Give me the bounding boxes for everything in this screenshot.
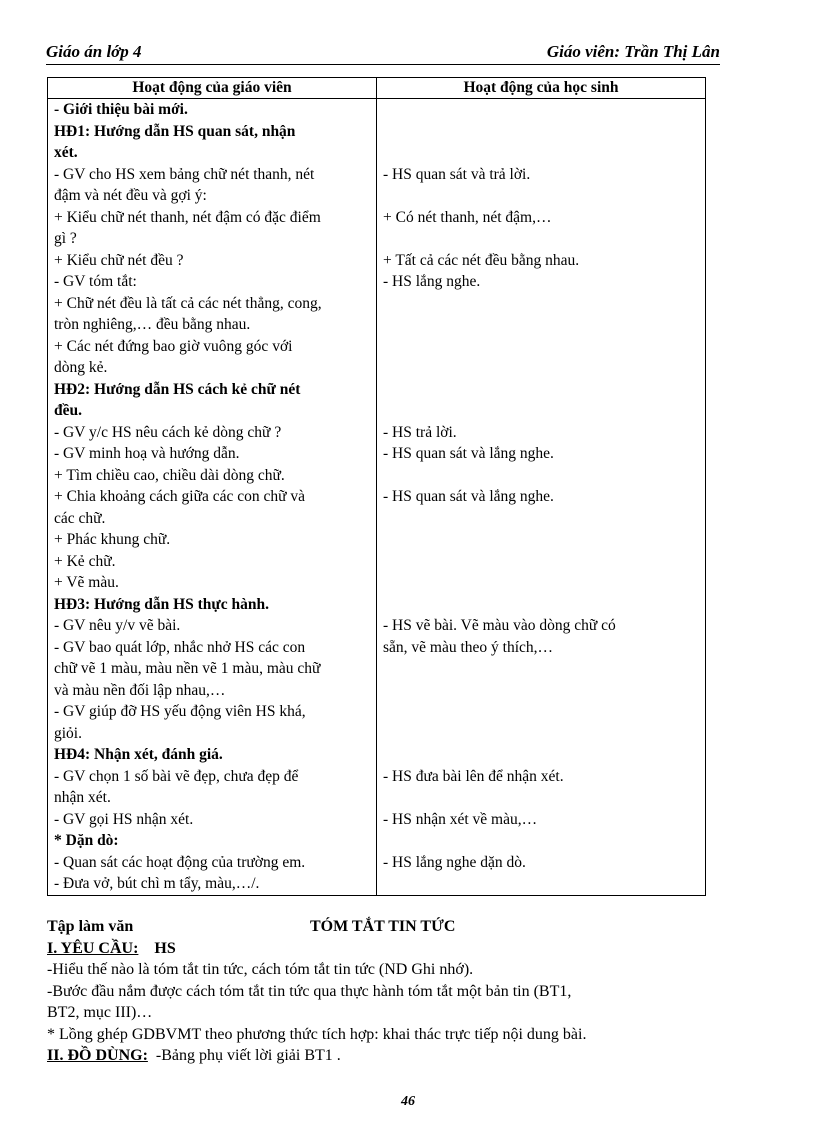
student-line [383,723,699,745]
student-line: - HS quan sát và lắng nghe. [383,488,554,505]
student-line: - HS quan sát và lắng nghe. [383,445,554,462]
student-line [383,336,699,358]
student-line: - HS nhận xét về màu,… [383,810,538,828]
student-column-header: Hoạt động của học sinh [377,78,706,99]
student-line [383,142,699,164]
teacher-line: + Chia khoảng cách giữa các con chữ và [54,488,306,505]
activity-table [47,77,706,896]
requirement-line: -Hiểu thế nào là tóm tắt tin tức, cách tóm tắt tin tức (ND Ghi nhớ). [47,961,474,978]
teacher-line: + Tìm chiều cao, chiều dài dòng chữ. [54,466,285,484]
teacher-line: - GV cho HS xem bảng chữ nét thanh, nét [54,165,315,183]
teacher-line: - Quan sát các hoạt động của trường em. [54,853,306,871]
student-line [383,508,699,530]
lesson-section [47,916,727,1067]
teacher-line: + Phác khung chữ. [54,531,171,548]
requirements-heading: I. YÊU CẦU: [47,939,139,957]
student-line: + Tất cả các nét đều bằng nhau. [383,251,580,269]
teacher-line: - GV gọi HS nhận xét. [54,810,194,828]
student-line [383,701,699,723]
teacher-line: + Kiểu chữ nét thanh, nét đậm có đặc điểm [54,208,321,226]
student-line: + Có nét thanh, nét đậm,… [383,208,552,226]
student-line [383,357,699,379]
teacher-column-header: Hoạt động của giáo viên [48,78,377,99]
teacher-line: các chữ. [54,509,106,527]
teacher-line: - GV nêu y/v vẽ bài. [54,617,181,634]
student-line [383,400,699,422]
teacher-line: đều. [54,402,82,419]
student-line [383,830,699,852]
teacher-line: - Giới thiệu bài mới. [54,101,188,118]
teacher-line: - GV y/c HS nêu cách kẻ dòng chữ ? [54,423,282,441]
student-line [383,465,699,487]
header-class: Giáo án lớp 4 [46,42,142,61]
student-line [383,873,699,895]
student-line: - HS lắng nghe. [383,273,481,290]
page-number: 46 [401,1094,415,1109]
student-line [383,379,699,401]
student-line: - HS quan sát và trả lời. [383,165,531,183]
requirement-line: * Lồng ghép GDBVMT theo phương thức tích hợp: khai thác trực tiếp nội dung bài. [47,1025,587,1043]
teacher-line: + Các nét đứng bao giờ vuông góc với [54,337,293,355]
teacher-line: HĐ2: Hướng dẫn HS cách kẻ chữ nét [54,380,301,398]
teacher-line: giỏi. [54,724,82,742]
teacher-line: và màu nền đối lập nhau,… [54,681,226,699]
teacher-line: * Dặn dò: [54,832,119,849]
teacher-line: - GV tóm tắt: [54,273,137,290]
tools-heading: II. ĐỒ DÙNG: [47,1047,148,1064]
student-line: sẵn, vẽ màu theo ý thích,… [383,638,554,656]
teacher-line: nhận xét. [54,789,111,806]
requirement-line: BT2, mục III)… [47,1004,153,1021]
student-line [383,680,699,702]
student-line [383,121,699,143]
student-line [383,314,699,336]
teacher-line: tròn nghiêng,… đều bằng nhau. [54,316,251,333]
student-line [383,744,699,766]
student-line [383,293,699,315]
teacher-line: gì ? [54,230,77,247]
teacher-line: + Chữ nét đều là tất cả các nét thẳng, cong, [54,294,322,312]
student-line [383,594,699,616]
student-line: - HS trả lời. [383,423,457,441]
teacher-line: dòng kẻ. [54,359,108,376]
lesson-subject: Tập làm văn [47,918,134,935]
requirement-line: -Bước đầu nắm được cách tóm tắt tin tức qua thực hành tóm tắt một bản tin (BT1, [47,982,572,1000]
student-line: - HS lắng nghe dặn dò. [383,853,526,871]
header-teacher: Giáo viên: Trần Thị Lân [546,42,720,61]
page-header [46,40,720,65]
teacher-line: - GV giúp đỡ HS yếu động viên HS khá, [54,703,306,720]
teacher-line: - GV chọn 1 số bài vẽ đẹp, chưa đẹp để [54,767,299,785]
student-line [383,529,699,551]
teacher-line: + Kiểu chữ nét đều ? [54,251,184,269]
teacher-line: + Vẽ màu. [54,574,119,591]
teacher-line: - GV minh hoạ và hướng dẫn. [54,445,240,462]
student-line [383,658,699,680]
teacher-line: đậm và nét đều và gợi ý: [54,187,207,204]
tools-text: -Bảng phụ viết lời giải BT1 . [155,1047,341,1064]
student-line [383,99,699,121]
teacher-line: HĐ4: Nhận xét, đánh giá. [54,746,223,763]
teacher-line: + Kẻ chữ. [54,552,116,570]
student-line: - HS vẽ bài. Vẽ màu vào dòng chữ có [383,617,616,634]
student-line [383,572,699,594]
student-activities-cell [377,99,706,896]
teacher-activities-cell [48,99,377,896]
student-line [383,228,699,250]
teacher-line: - GV bao quát lớp, nhắc nhở HS các con [54,638,306,656]
student-line: - HS đưa bài lên để nhận xét. [383,767,564,785]
teacher-line: chữ vẽ 1 màu, màu nền vẽ 1 màu, màu chữ [54,660,321,677]
teacher-line: HĐ3: Hướng dẫn HS thực hành. [54,595,269,613]
lesson-title: TÓM TẮT TIN TỨC [310,918,456,935]
teacher-line: HĐ1: Hướng dẫn HS quan sát, nhận [54,122,296,140]
student-line [383,185,699,207]
teacher-line: - Đưa vở, bút chì m tẩy, màu,…/. [54,875,260,892]
requirements-subject: HS [154,939,176,957]
student-line [383,787,699,809]
teacher-line: xét. [54,144,78,161]
student-line [383,551,699,573]
